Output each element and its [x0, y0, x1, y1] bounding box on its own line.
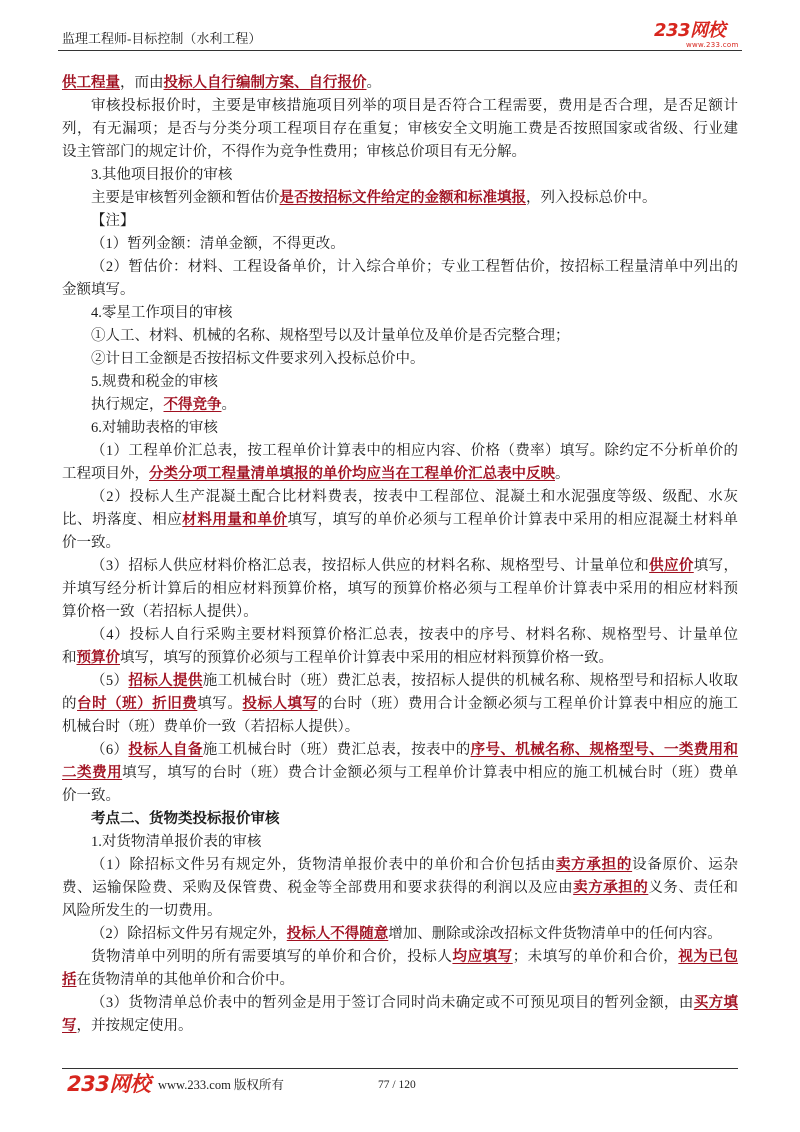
highlighted-text: 是否按招标文件给定的金额和标准填报	[279, 190, 526, 206]
highlighted-text: 供工程量	[62, 75, 120, 91]
text-run: （1）暂列金额：清单金额，不得更改。	[91, 236, 345, 252]
text-run: 风险所发生的一切费用。	[62, 903, 222, 919]
text-line	[62, 762, 738, 785]
text-line	[62, 302, 738, 325]
paragraph	[62, 624, 738, 670]
highlighted-text: 材料用量和单价	[182, 512, 288, 528]
paragraph	[62, 348, 738, 371]
text-run: ，而由	[120, 75, 164, 91]
text-line	[62, 969, 738, 992]
footer-copyright: www.233.com 版权所有	[158, 1078, 284, 1092]
text-line	[62, 233, 738, 256]
header-rule	[58, 50, 742, 51]
text-run: 货物清单中列明的所有需要填写的单价和合价，投标人	[91, 949, 453, 965]
text-run: （1）工程单价汇总表，按工程单价计算表中的相应内容、价格（费率）填写。除约定不分析单价的	[91, 443, 738, 459]
text-line	[62, 325, 738, 348]
logo-number: 233	[654, 20, 691, 41]
highlighted-text: 投标人自备	[128, 742, 203, 758]
text-line	[62, 279, 738, 302]
highlighted-text: 分类分项工程量清单填报的单价均应当在工程单价汇总表中反映	[149, 466, 555, 482]
text-line	[62, 1015, 738, 1038]
text-run: （3）货物清单总价表中的暂列金是用于签订合同时尚未确定或不可预见项目的暂列金额，由	[91, 995, 694, 1011]
text-run: ①人工、材料、机械的名称、规格型号以及计量单位及单价是否完整合理；	[91, 328, 570, 344]
paragraph	[62, 946, 738, 992]
text-run: 列，有无漏项；是否与分类分项工程项目存在重复；审核安全文明施工费是否按照国家或省级、行业建	[62, 121, 738, 137]
paragraph	[62, 440, 738, 486]
text-run: 施工机械台时（班）费汇总表，按表中的	[202, 742, 471, 758]
text-line	[62, 578, 738, 601]
paragraph	[62, 233, 738, 256]
text-line	[62, 371, 738, 394]
text-line	[62, 739, 738, 762]
text-line	[62, 877, 738, 900]
text-run: 工程项目外，	[62, 466, 149, 482]
paragraph	[62, 187, 738, 210]
text-run: 金额填写。	[62, 282, 135, 298]
text-run: 价一致。	[62, 535, 120, 551]
text-line	[62, 95, 738, 118]
paragraph	[62, 670, 738, 739]
text-run: （1）除招标文件另有规定外，货物清单报价表中的单价和合价包括由	[91, 857, 556, 873]
text-run: 填写，填写的台时（班）费合计金额必须与工程单价计算表中相应的施工机械台时（班）费单	[122, 765, 739, 781]
text-line	[62, 164, 738, 187]
logo-text: 网校	[690, 20, 726, 41]
text-line	[62, 486, 738, 509]
text-line	[62, 509, 738, 532]
text-line	[62, 72, 738, 95]
page-current: 77	[378, 1079, 390, 1091]
text-run: 。	[221, 397, 236, 413]
page-total: 120	[398, 1079, 416, 1091]
text-run: 义务、责任和	[648, 880, 738, 896]
text-run: 。	[555, 466, 570, 482]
text-line	[62, 463, 738, 486]
text-line	[62, 693, 738, 716]
paragraph	[62, 831, 738, 854]
text-run: 的台时（班）费用合计金额必须与工程单价计算表中相应的施工	[317, 696, 739, 712]
page-body	[62, 72, 738, 1038]
highlighted-text: 卖方承担的	[573, 880, 649, 896]
highlighted-text: 不得竞争	[163, 397, 222, 413]
text-run: 执行规定，	[91, 397, 164, 413]
text-line	[62, 440, 738, 463]
text-run: 价一致。	[62, 788, 120, 804]
highlighted-text: 台时（班）折旧费	[77, 696, 198, 712]
highlighted-text: 二类费用	[62, 765, 123, 781]
text-run: 6.对辅助表格的审核	[91, 420, 218, 436]
text-run: 增加、删除或涂改招标文件货物清单中的任何内容。	[388, 926, 722, 942]
text-line	[62, 256, 738, 279]
paragraph	[62, 992, 738, 1038]
text-run: 设备原价、运杂	[632, 857, 739, 873]
text-run: 填写，	[693, 558, 739, 574]
text-line	[62, 670, 738, 693]
text-line	[62, 118, 738, 141]
paragraph	[62, 325, 738, 348]
text-run: 机械台时（班）费单价一致（若招标人提供）。	[62, 719, 360, 735]
header-brand-logo	[654, 21, 725, 41]
paragraph	[62, 164, 738, 187]
text-line	[62, 141, 738, 164]
page-number	[378, 1077, 416, 1093]
text-line	[62, 210, 738, 233]
text-run: 设主管部门的规定计价，不得作为竞争性费用；审核总价项目有无分解。	[62, 144, 526, 160]
text-run: 3.其他项目报价的审核	[91, 167, 233, 183]
highlighted-text: 视为已包	[678, 949, 739, 965]
text-run: ②计日工金额是否按招标文件要求列入投标总价中。	[91, 351, 425, 367]
text-run: 施工机械台时（班）费汇总表，按招标人提供的机械名称、规格型号和招标人收取	[202, 673, 739, 689]
text-line	[62, 923, 738, 946]
paragraph	[62, 417, 738, 440]
highlighted-text: 均应填写	[452, 949, 513, 965]
highlighted-text: 写	[62, 1018, 77, 1034]
paragraph	[62, 302, 738, 325]
text-run: （2）投标人生产混凝土配合比材料费表，按表中工程部位、混凝土和水泥强度等级、级配、水灰	[91, 489, 738, 505]
highlighted-text: 投标人填写	[242, 696, 318, 712]
paragraph	[62, 555, 738, 624]
footer-brand-logo	[67, 1072, 150, 1096]
text-line	[62, 532, 738, 555]
text-run: 【注】	[91, 213, 135, 229]
highlighted-text: 供应价	[649, 558, 694, 574]
highlighted-text: 招标人提供	[128, 673, 203, 689]
logo-number: 233	[67, 1072, 110, 1096]
paragraph	[62, 256, 738, 302]
highlighted-text: 买方填	[693, 995, 739, 1011]
text-run: （6）	[91, 742, 129, 758]
highlighted-text: 卖方承担的	[555, 857, 633, 873]
text-run: 费、运输保险费、采购及保管费、税金等全部费用和要求获得的利润以及应由	[62, 880, 574, 896]
text-run: （3）招标人供应材料价格汇总表，按招标人供应的材料名称、规格型号、计量单位和	[91, 558, 650, 574]
text-line	[62, 555, 738, 578]
text-run: 。	[366, 75, 381, 91]
paragraph	[62, 371, 738, 394]
paragraph	[62, 923, 738, 946]
text-line	[62, 716, 738, 739]
text-run: 4.零星工作项目的审核	[91, 305, 233, 321]
highlighted-text: 预算价	[76, 650, 120, 666]
highlighted-text: 投标人自行编制方案、自行报价	[163, 75, 367, 91]
text-line	[62, 417, 738, 440]
text-run: 考点二、货物类投标报价审核	[91, 811, 280, 827]
highlighted-text: 序号、机械名称、规格型号、一类费用和	[470, 742, 739, 758]
text-run: 算价格一致（若招标人提供）。	[62, 604, 258, 620]
text-line	[62, 187, 738, 210]
footer-rule	[62, 1068, 738, 1069]
paragraph	[62, 739, 738, 808]
paragraph	[62, 394, 738, 417]
text-run: 的	[62, 696, 78, 712]
text-line	[62, 992, 738, 1015]
text-run: 5.规费和税金的审核	[91, 374, 218, 390]
text-run: 1.对货物清单报价表的审核	[91, 834, 262, 850]
text-line	[62, 900, 738, 923]
text-line	[62, 394, 738, 417]
text-run: 审核投标报价时，主要是审核措施项目列举的项目是否符合工程需要，费用是否合理，是否足额计	[91, 98, 738, 114]
text-run: （5）	[91, 673, 129, 689]
text-run: ，并按规定使用。	[76, 1018, 193, 1034]
text-line	[62, 831, 738, 854]
page-separator: /	[389, 1079, 399, 1091]
text-line	[62, 785, 738, 808]
paragraph	[62, 854, 738, 923]
text-run: （4）投标人自行采购主要材料预算价格汇总表，按表中的序号、材料名称、规格型号、计量单位	[91, 627, 738, 643]
text-run: 填写，填写的单价必须与工程单价计算表中采用的相应混凝土材料单	[287, 512, 739, 528]
text-run: 主要是审核暂列金额和暂估价	[91, 190, 280, 206]
paragraph	[62, 486, 738, 555]
text-line	[62, 601, 738, 624]
paragraph	[62, 210, 738, 233]
text-line	[62, 647, 738, 670]
text-line	[62, 808, 738, 831]
text-line	[62, 348, 738, 371]
highlighted-text: 括	[62, 972, 77, 988]
text-run: 并填写经分析计算后的相应材料预算价格，填写的预算价格必须与工程单价计算表中采用的相应材料预	[62, 581, 738, 597]
text-run: 在货物清单的其他单价和合价中。	[76, 972, 294, 988]
text-line	[62, 854, 738, 877]
paragraph	[62, 95, 738, 164]
text-run: （2）暂估价：材料、工程设备单价，计入综合单价；专业工程暂估价，按招标工程量清单中列出的	[91, 259, 738, 275]
text-run: ，列入投标总价中。	[526, 190, 657, 206]
text-run: 填写。	[197, 696, 243, 712]
text-line	[62, 624, 738, 647]
text-run: （2）除招标文件另有规定外，	[91, 926, 287, 942]
highlighted-text: 投标人不得随意	[286, 926, 389, 942]
text-run: ；未填写的单价和合价，	[512, 949, 679, 965]
text-run: 比、坍落度、相应	[62, 512, 183, 528]
text-run: 填写，填写的预算价必须与工程单价计算表中采用的相应材料预算价格一致。	[120, 650, 613, 666]
logo-text: 网校	[109, 1072, 151, 1096]
header-logo-url: www.233.com	[686, 41, 739, 49]
text-line	[62, 946, 738, 969]
header-title: 监理工程师-目标控制（水利工程）	[62, 31, 262, 46]
text-run: 和	[62, 650, 77, 666]
section-heading	[62, 808, 738, 831]
paragraph	[62, 72, 738, 95]
